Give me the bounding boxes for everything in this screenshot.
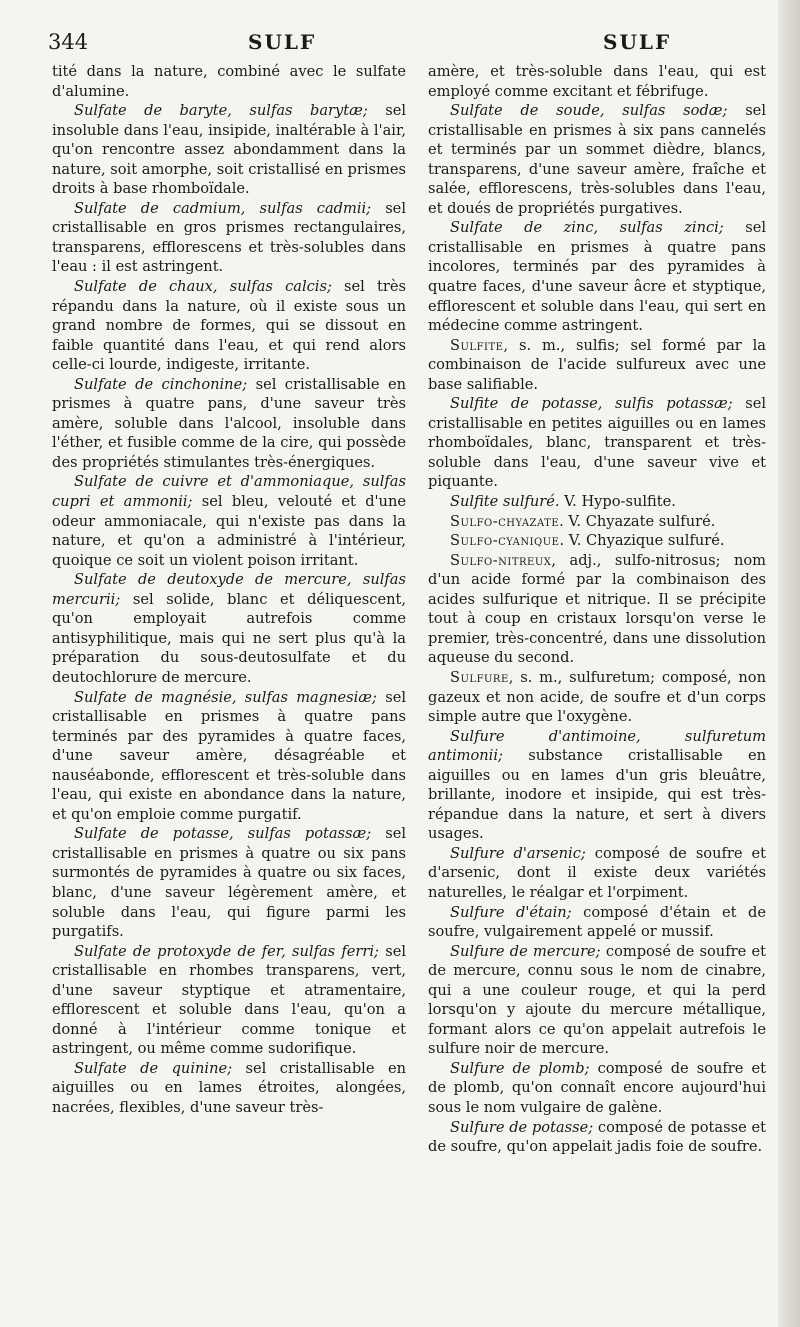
entry-body: sel cristallisable en prismes à quatre pans incolores, terminés par des pyramides à quatre faces, d'une saveur âcre et styptique, efflorescent et soluble dans l'eau, qui sert en médecine comme astringent. — [428, 219, 766, 335]
running-head-right: SULF — [603, 30, 672, 54]
entry-term: Sulfate de protoxyde de fer, sulfas ferri; — [74, 942, 379, 960]
entry-term: Sulfate de baryte, sulfas barytæ; — [74, 102, 368, 120]
dictionary-entry — [428, 1118, 766, 1157]
entry-term: Sulfate de zinc, sulfas zinci; — [450, 219, 724, 237]
dictionary-entry — [52, 1059, 406, 1118]
dictionary-entry — [428, 727, 766, 844]
entry-term: Sulfate de potasse, sulfas potassæ; — [74, 825, 372, 843]
dictionary-entry — [428, 62, 766, 101]
entry-term: Sulfate de quinine; — [74, 1059, 233, 1077]
entry-term: Sulfure de mercure; — [450, 942, 601, 960]
entry-body: sel bleu, velouté et d'une odeur ammoniacale, qui n'existe pas dans la nature, et qu'on a administré à l'intérieur, quoique ce soit un violent poison irritant. — [52, 493, 406, 569]
page-edge-shadow — [778, 0, 800, 1327]
entry-body: sel cristallisable en prismes à quatre pans, d'une saveur très amère, soluble dans l'alcool, insoluble dans l'éther, et fusible comme de la cire, qui possède des propriétés stimulantes très-énergiques. — [52, 375, 406, 471]
page-header — [48, 30, 758, 60]
dictionary-entry — [428, 844, 766, 903]
entry-body: sel cristallisable en prismes à six pans cannelés et terminés par un sommet dièdre, blancs, transparens, d'une saveur amère, fraîche et salée, efflorescens, très-solubles dans l'eau, et doués de propriétés purgatives. — [428, 102, 766, 217]
entry-term: Sulfure de potasse; — [450, 1118, 594, 1136]
entry-body: tité dans la nature, combiné avec le sulfate d'alumine. — [52, 63, 406, 100]
dictionary-entry — [428, 531, 766, 551]
dictionary-entry — [428, 512, 766, 532]
dictionary-entry — [52, 277, 406, 375]
dictionary-entry — [428, 101, 766, 218]
entry-body: , s. m., sulfuretum; composé, non gazeux et non acide, de soufre et d'un corps simple autre que l'oxygène. — [428, 668, 766, 726]
entry-body: composé de soufre et de mercure, connu sous le nom de cinabre, qui a une couleur rouge, et qui la perd lorsqu'on y ajoute du mercure métallique, formant alors ce qu'on appelait autrefois le sulfure noir de mercure. — [428, 942, 766, 1058]
entry-term: Sulfate de chaux, sulfas calcis; — [74, 278, 332, 296]
entry-body: sel cristallisable en prismes à quatre ou six pans surmontés de pyramides à quatre ou six faces, blanc, d'une saveur légèrement amère, et soluble dans l'eau, qui figure parmi les purgatifs. — [52, 825, 406, 941]
right-column — [428, 62, 766, 1157]
entry-body: composé de potasse et de soufre, qu'on appelait jadis foie de soufre. — [428, 1118, 766, 1156]
entry-body: , s. m., sulfis; sel formé par la combinaison de l'acide sulfureux avec une base salifiable. — [428, 336, 766, 393]
entry-body: , adj., sulfo-nitrosus; nom d'un acide formé par la combinaison des acides sulfurique et nitrique. Il se précipite tout à coup en cristaux lorsqu'on verse le premier, très-concentré, dans une dissolution aqueuse du second. — [428, 551, 766, 667]
entry-term: Sulfate de cinchonine; — [74, 375, 248, 393]
entry-body: sel cristallisable en prismes à quatre pans terminés par des pyramides à quatre faces, d'une saveur amère, désagréable et nauséabonde, efflorescent et très-soluble dans l'eau, qui existe en abondance dans la nature, et qu'on emploie comme purgatif. — [52, 688, 407, 823]
entry-body: composé d'étain et de soufre, vulgairement appelé or mussif. — [428, 903, 767, 941]
entry-body: sel solide, blanc et déliquescent, qu'on employait autrefois comme antisyphilitique, mais qui ne sert plus qu'à la préparation du sous-deutosulfate et du deutochlorure de mercure. — [52, 590, 406, 686]
entry-body: sel très répandu dans la nature, où il existe sous un grand nombre de formes, qui se dissout en faible quantité dans l'eau, et qui rend alors celle-ci lourde, indigeste, irritante. — [52, 278, 406, 374]
dictionary-entry — [52, 824, 406, 941]
entry-body: amère, et très-soluble dans l'eau, qui est employé comme excitant et fébrifuge. — [428, 63, 766, 100]
entry-body: V. Hypo-sulfite. — [559, 493, 676, 511]
dictionary-entry — [52, 375, 406, 473]
dictionary-entry — [428, 336, 766, 395]
entry-headword: Sulfo-cyanique — [450, 532, 560, 550]
page-number: 344 — [48, 30, 89, 54]
dictionary-entry — [52, 942, 406, 1059]
entry-term: Sulfate de cuivre et d'ammoniaque, sulfas cupri et ammonii; — [52, 473, 406, 511]
dictionary-entry — [52, 472, 406, 570]
dictionary-entry — [428, 394, 766, 492]
entry-headword: Sulfure — [450, 668, 509, 686]
entry-body: sel cristallisable en aiguilles ou en lames étroites, alongées, nacrées, flexibles, d'une saveur très- — [52, 1059, 406, 1116]
running-head-left: SULF — [248, 30, 317, 54]
dictionary-entry — [52, 688, 406, 825]
dictionary-entry — [52, 101, 406, 199]
dictionary-entry — [428, 668, 766, 727]
entry-term: Sulfure de plomb; — [450, 1059, 590, 1077]
entry-term: Sulfate de cadmium, sulfas cadmii; — [74, 199, 372, 217]
entry-term: Sulfate de magnésie, sulfas magnesiæ; — [74, 688, 377, 706]
entry-term: Sulfure d'antimoine, sulfuretum antimonii; — [428, 727, 766, 765]
entry-term: Sulfite de potasse, sulfis potassæ; — [450, 395, 733, 413]
dictionary-entry — [428, 942, 766, 1059]
entry-body: sel insoluble dans l'eau, insipide, inaltérable à l'air, qu'on rencontre assez abondamment dans la nature, soit amorphe, soit cristallisé en prismes droits à base rhomboïdale. — [52, 102, 407, 198]
dictionary-entry — [428, 218, 766, 335]
dictionary-entry — [52, 199, 406, 277]
entry-body: composé de soufre et d'arsenic, dont il existe deux variétés naturelles, le réalgar et l'orpiment. — [428, 844, 766, 901]
dictionary-entry — [428, 903, 766, 942]
entry-term: Sulfure d'étain; — [450, 903, 572, 921]
dictionary-entry — [428, 551, 766, 668]
entry-headword: Sulfo-chyazate — [450, 512, 560, 530]
entry-body: . V. Chyazate sulfuré. — [559, 512, 716, 530]
dictionary-entry — [428, 1059, 766, 1118]
entry-body: . V. Chyazique sulfuré. — [559, 532, 725, 550]
entry-term: Sulfate de deutoxyde de mercure, sulfas mercurii; — [52, 571, 406, 608]
entry-term: Sulfure d'arsenic; — [450, 844, 586, 862]
dictionary-entry — [52, 570, 406, 687]
dictionary-entry — [52, 62, 406, 101]
entry-term: Sulfate de soude, sulfas sodæ; — [450, 102, 728, 120]
entry-body: composé de soufre et de plomb, qu'on connaît encore aujourd'hui sous le nom vulgaire de galène. — [428, 1059, 766, 1116]
entry-headword: Sulfo-nitreux — [450, 551, 552, 569]
entry-body: sel cristallisable en gros prismes rectangulaires, transparens, efflorescens et très-solubles dans l'eau : il est astringent. — [52, 199, 406, 276]
left-column — [52, 62, 406, 1118]
entry-body: sel cristallisable en rhombes transparens, vert, d'une saveur styptique et atramentaire, efflorescent et soluble dans l'eau, qu'on a donné à l'intérieur comme tonique et astringent, ou même comme sudorifique. — [52, 942, 407, 1058]
entry-body: sel cristallisable en petites aiguilles ou en lames rhomboïdales, blanc, transparent et très-soluble dans l'eau, d'une saveur vive et piquante. — [428, 395, 766, 491]
dictionary-entry — [428, 492, 766, 512]
entry-body: substance cristallisable en aiguilles ou en lames d'un gris bleuâtre, brillante, inodore et insipide, qui est très-répandue dans la nature, et sert à divers usages. — [428, 747, 766, 843]
entry-term: Sulfite sulfuré. — [450, 493, 560, 511]
entry-headword: Sulfite — [450, 336, 504, 354]
